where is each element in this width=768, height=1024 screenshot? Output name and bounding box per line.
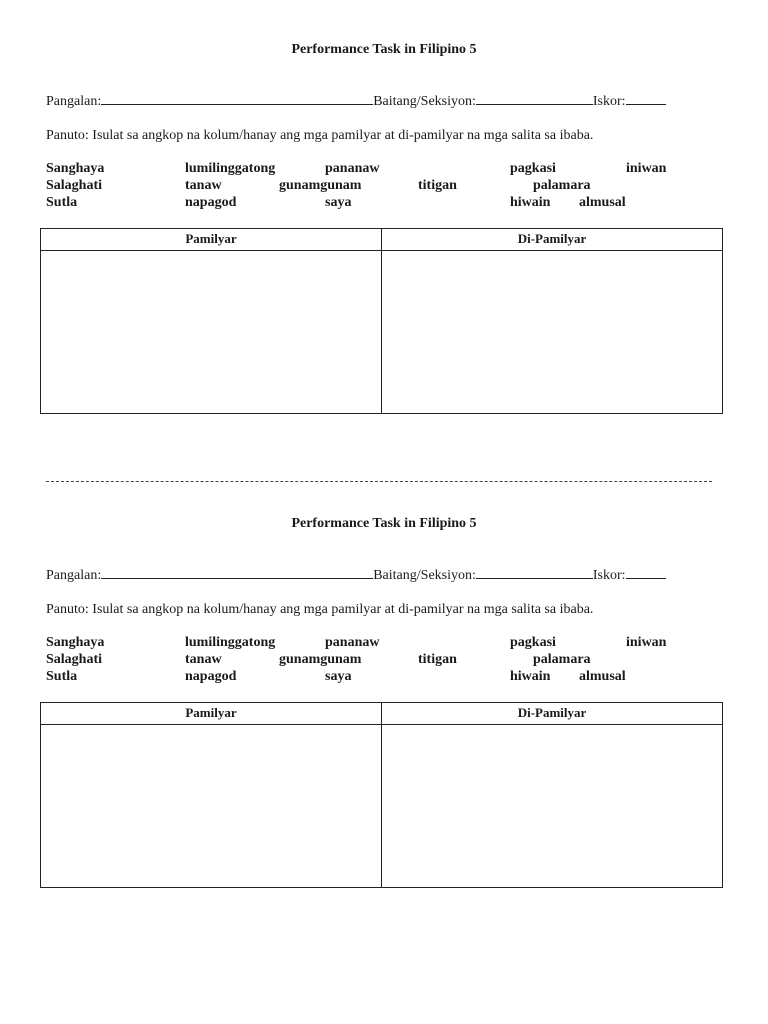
word-item: Sutla bbox=[46, 669, 78, 684]
student-info-line bbox=[46, 93, 666, 110]
pamilyar-answer-area[interactable] bbox=[41, 251, 382, 413]
word-item: hiwain bbox=[510, 669, 551, 684]
word-item: almusal bbox=[579, 669, 626, 684]
pangalan-label: Pangalan: bbox=[46, 94, 102, 109]
worksheet-title: Performance Task in Filipino 5 bbox=[291, 516, 477, 531]
baitang-label: Baitang/Seksiyon: bbox=[373, 94, 476, 109]
word-item: saya bbox=[325, 669, 352, 684]
pangalan-label: Pangalan: bbox=[46, 568, 102, 583]
worksheet-title: Performance Task in Filipino 5 bbox=[291, 42, 477, 57]
baitang-label: Baitang/Seksiyon: bbox=[373, 568, 476, 583]
worksheet-bottom bbox=[0, 474, 768, 874]
word-item: iniwan bbox=[626, 161, 667, 176]
iskor-label: Iskor: bbox=[592, 568, 626, 583]
word-item: pagkasi bbox=[510, 635, 556, 650]
word-item: palamara bbox=[533, 178, 591, 193]
word-item: napagod bbox=[185, 195, 237, 210]
grade-section-field[interactable] bbox=[476, 93, 593, 105]
name-field[interactable] bbox=[101, 567, 373, 579]
word-item: lumilinggatong bbox=[185, 635, 276, 650]
word-item: lumilinggatong bbox=[185, 161, 276, 176]
answer-table bbox=[40, 702, 723, 888]
word-item: almusal bbox=[579, 195, 626, 210]
word-item: palamara bbox=[533, 652, 591, 667]
word-item: tanaw bbox=[185, 178, 222, 193]
word-item: Salaghati bbox=[46, 178, 103, 193]
word-item: hiwain bbox=[510, 195, 551, 210]
word-item: gunamgunam bbox=[279, 178, 362, 193]
word-item: pagkasi bbox=[510, 161, 556, 176]
word-item: saya bbox=[325, 195, 352, 210]
word-item: Salaghati bbox=[46, 652, 103, 667]
score-field[interactable] bbox=[626, 567, 666, 579]
pamilyar-answer-area[interactable] bbox=[41, 725, 382, 887]
word-item: Sutla bbox=[46, 195, 78, 210]
iskor-label: Iskor: bbox=[592, 94, 626, 109]
pamilyar-header: Pamilyar bbox=[41, 229, 382, 251]
word-item: Sanghaya bbox=[46, 161, 105, 176]
grade-section-field[interactable] bbox=[476, 567, 593, 579]
pamilyar-header: Pamilyar bbox=[41, 703, 382, 725]
instructions: Panuto: Isulat sa angkop na kolum/hanay ang mga pamilyar at di-pamilyar na mga salita sa ibaba. bbox=[46, 128, 594, 143]
word-item: Sanghaya bbox=[46, 635, 105, 650]
word-item: iniwan bbox=[626, 635, 667, 650]
word-item: tanaw bbox=[185, 652, 222, 667]
word-item: titigan bbox=[418, 652, 457, 667]
di-pamilyar-header: Di-Pamilyar bbox=[382, 229, 722, 251]
instructions: Panuto: Isulat sa angkop na kolum/hanay ang mga pamilyar at di-pamilyar na mga salita sa ibaba. bbox=[46, 602, 594, 617]
di-pamilyar-answer-area[interactable] bbox=[382, 251, 722, 413]
score-field[interactable] bbox=[626, 93, 666, 105]
worksheet-top bbox=[0, 0, 768, 400]
di-pamilyar-answer-area[interactable] bbox=[382, 725, 722, 887]
name-field[interactable] bbox=[101, 93, 373, 105]
student-info-line bbox=[46, 567, 666, 584]
answer-table bbox=[40, 228, 723, 414]
word-item: pananaw bbox=[325, 635, 380, 650]
word-item: napagod bbox=[185, 669, 237, 684]
word-item: gunamgunam bbox=[279, 652, 362, 667]
di-pamilyar-header: Di-Pamilyar bbox=[382, 703, 722, 725]
word-item: titigan bbox=[418, 178, 457, 193]
word-item: pananaw bbox=[325, 161, 380, 176]
